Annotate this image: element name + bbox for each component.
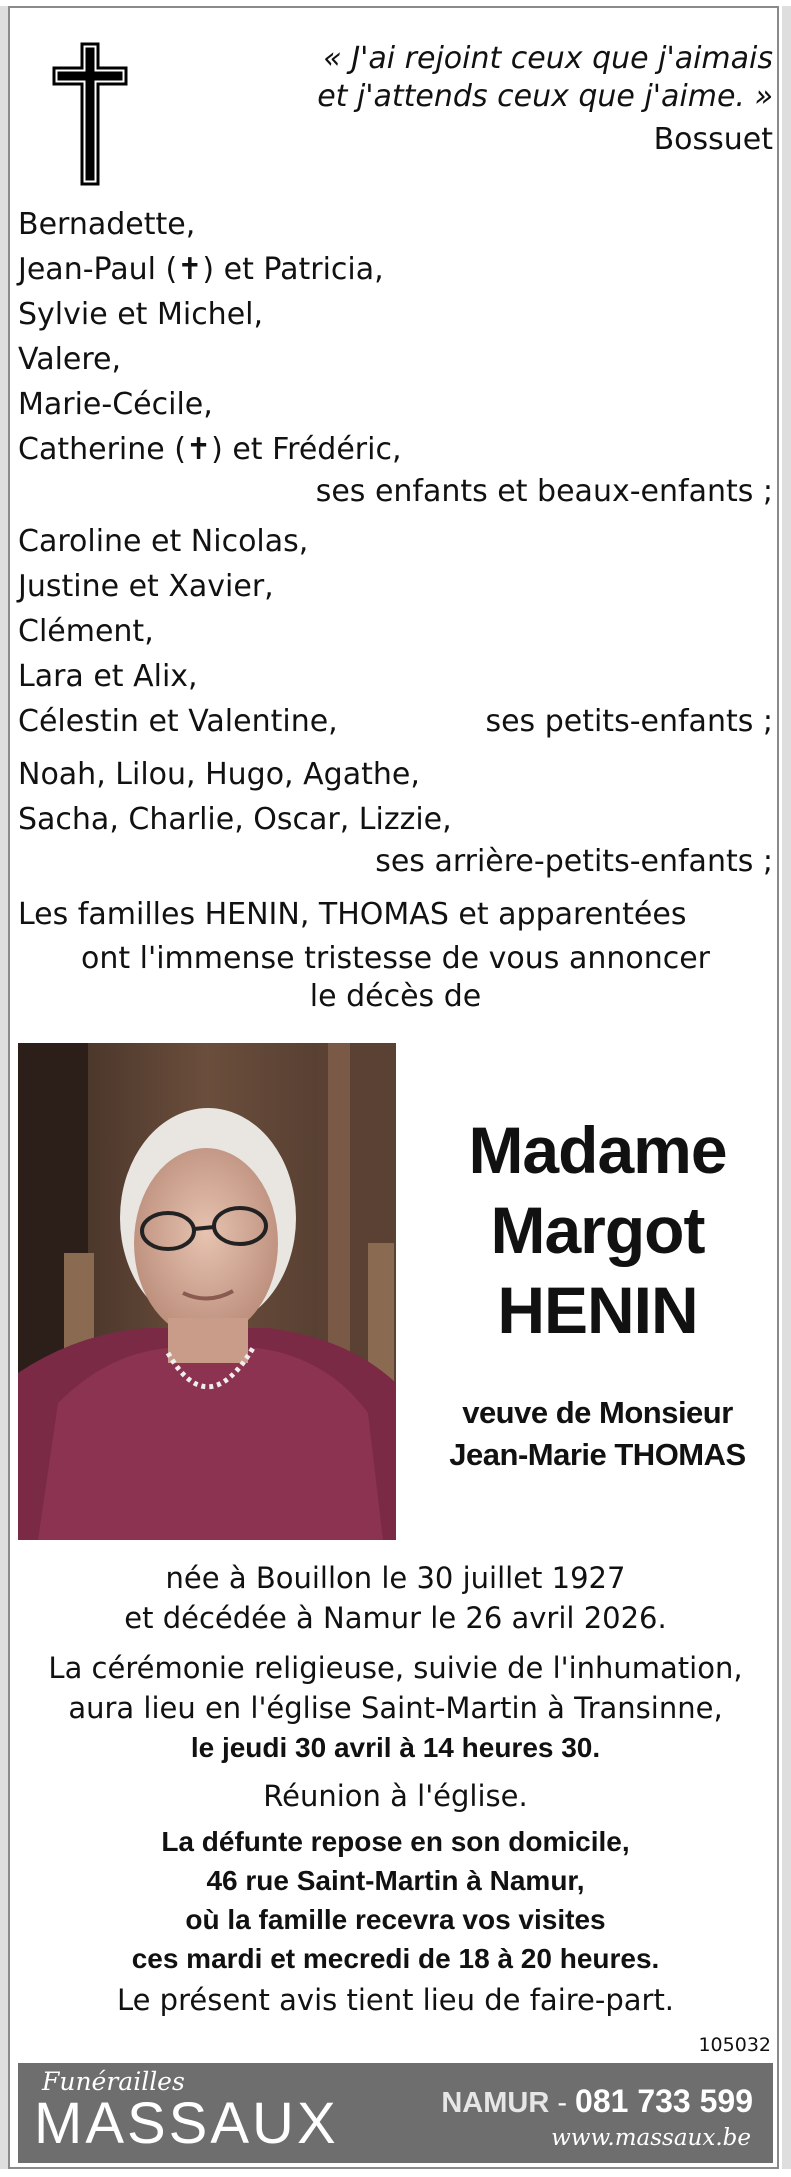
- family-line: Clément,: [18, 614, 154, 649]
- funeral-home-footer: [18, 2063, 773, 2163]
- repose-line: La défunte repose en son domicile,: [161, 1826, 630, 1857]
- reference-number: 105032: [698, 2034, 771, 2056]
- family-line: Valere,: [18, 342, 122, 377]
- closing-line: Le présent avis tient lieu de faire-part.: [116, 1983, 675, 2017]
- repose-line: où la famille recevra vos visites: [185, 1904, 606, 1935]
- announcement-line: ont l'immense tristesse de vous annoncer: [80, 941, 711, 976]
- brand-tagline: Funérailles: [42, 2067, 185, 2096]
- deceased-first-name: Margot: [490, 1193, 705, 1267]
- family-line: [18, 699, 773, 744]
- relation-label: ses arrière-petits-enfants ;: [375, 844, 773, 879]
- announcement: [0, 940, 791, 1016]
- repose-block: [0, 1822, 791, 1978]
- quote: [317, 40, 773, 116]
- relation-label: ses petits-enfants ;: [485, 704, 773, 739]
- contact-city: NAMUR: [441, 2087, 550, 2119]
- dates-block: [0, 1558, 791, 1638]
- family-line-text: Célestin et Valentine,: [18, 704, 338, 739]
- family-line: Catherine (✝) et Frédéric,: [18, 432, 402, 467]
- quote-line: « J'ai rejoint ceux que j'aimais: [323, 41, 773, 76]
- ceremony-datetime: le jeudi 30 avril à 14 heures 30.: [190, 1732, 601, 1763]
- children-block: [18, 202, 773, 512]
- family-line: Noah, Lilou, Hugo, Agathe,: [18, 757, 420, 792]
- announcement-line: le décès de: [309, 979, 482, 1014]
- families-line: Les familles HENIN, THOMAS et apparentées: [18, 897, 687, 932]
- portrait-photo: [18, 1043, 396, 1540]
- family-line: Sylvie et Michel,: [18, 297, 264, 332]
- reunion-line: Réunion à l'église.: [263, 1779, 528, 1813]
- phone-number: 081 733 599: [575, 2083, 753, 2119]
- family-line: Lara et Alix,: [18, 659, 198, 694]
- death-line: et décédée à Namur le 26 avril 2026.: [124, 1601, 667, 1635]
- family-line: Caroline et Nicolas,: [18, 524, 309, 559]
- latin-cross-icon: [52, 42, 128, 186]
- quote-author: Bossuet: [653, 122, 773, 157]
- great-grandchildren-block: [18, 752, 773, 882]
- repose-line: ces mardi et mecredi de 18 à 20 heures.: [131, 1943, 660, 1974]
- family-line: Marie-Cécile,: [18, 387, 213, 422]
- portrait-illustration: [18, 1043, 396, 1540]
- widow-line: Jean-Marie THOMAS: [449, 1437, 746, 1472]
- ceremony-line: aura lieu en l'église Saint-Martin à Transinne,: [68, 1691, 723, 1725]
- grandchildren-block: [18, 519, 773, 744]
- ceremony-line: La cérémonie religieuse, suivie de l'inhumation,: [48, 1651, 743, 1685]
- birth-line: née à Bouillon le 30 juillet 1927: [165, 1561, 626, 1595]
- family-line: Justine et Xavier,: [18, 569, 274, 604]
- widow-of: [420, 1392, 775, 1476]
- relation-label: ses enfants et beaux-enfants ;: [315, 474, 773, 509]
- quote-line: et j'attends ceux que j'aime. »: [317, 79, 773, 114]
- family-line: Bernadette,: [18, 207, 196, 242]
- brand-name: MASSAUX: [34, 2091, 339, 2156]
- website-link[interactable]: www.massaux.be: [551, 2125, 751, 2151]
- contact-phone: [441, 2083, 753, 2120]
- repose-line: 46 rue Saint-Martin à Namur,: [206, 1865, 585, 1896]
- family-line: Sacha, Charlie, Oscar, Lizzie,: [18, 802, 452, 837]
- family-line: Jean-Paul (✝) et Patricia,: [18, 252, 384, 287]
- ceremony-block: [0, 1648, 791, 1768]
- deceased-last-name: HENIN: [497, 1273, 698, 1347]
- deceased-title: Madame: [468, 1113, 727, 1187]
- widow-line: veuve de Monsieur: [462, 1395, 733, 1430]
- contact-separator: -: [549, 2087, 576, 2119]
- deceased-name: [420, 1110, 775, 1350]
